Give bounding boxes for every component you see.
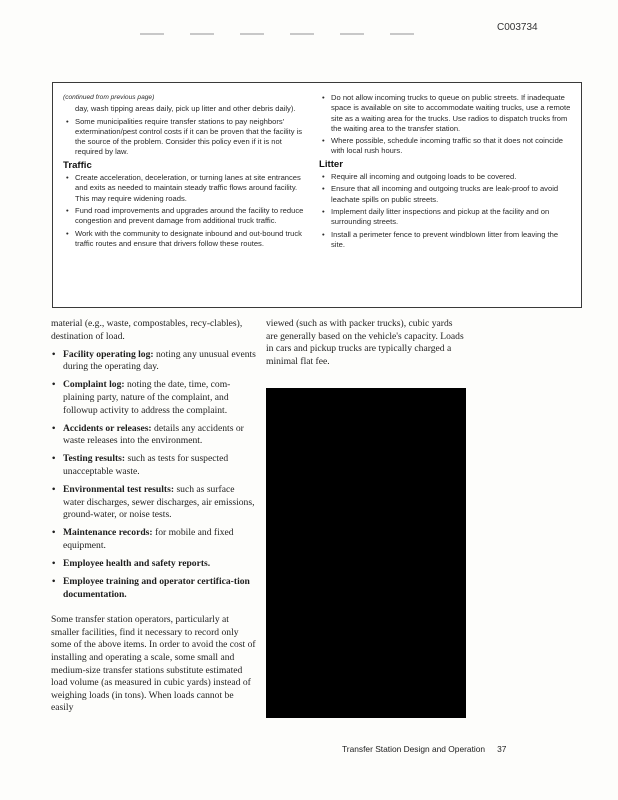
document-id: C003734 [497,22,538,33]
item-term: Employee training and operator certifica-tion documentation. [63,576,250,600]
body-paragraph: Some transfer station operators, particularly at smaller facilities, find it necessary to record only some of the above items. In order to avoid the cost of installing and operating a scale, some small and medium-size transfer stations substitute estimated load volume (as measured in cubic yards) instead of weighing loads (in tons). When loads cannot be easily [51,614,256,714]
list-item: • Do not allow incoming trucks to queue on public streets. If inadequate space is available on site to accommodate waiting trucks, use a remote site as a waiting area for the trucks. Use radios to dispatch trucks from the waiting area to the transfer station. [331,93,573,134]
item-text: noting the date, time, com-plaining party, nature of the complaint, and followup activity to address the complaint. [63,379,231,416]
right-text-column [266,318,466,368]
item-term: Testing results: [63,453,126,465]
list-item [63,379,257,417]
left-text-column [51,318,257,715]
item-term: Employee health and safety reports. [63,558,211,569]
item-term: Complaint log: [63,379,125,391]
list-item: • Require all incoming and outgoing loads to be covered. [331,172,573,182]
redaction-block [266,388,466,718]
litter-list [319,172,573,250]
box-right-column [319,93,573,252]
list-item: • Ensure that all incoming and outgoing trucks are leak-proof to avoid leachate spills on public streets. [331,184,573,205]
list-item [63,576,257,601]
list-item: • Install a perimeter fence to prevent windblown litter from leaving the site. [331,230,573,251]
page-number: 37 [497,744,507,754]
continued-label: (continued from previous page) [63,94,155,101]
litter-heading: Litter [319,158,343,170]
sidebar-box [52,82,582,308]
footer-title: Transfer Station Design and Operation [342,744,486,754]
list-item: • Fund road improvements and upgrades around the facility to reduce congestion and prevent damage from additional truck traffic. [75,206,311,227]
list-item: • Work with the community to designate inbound and out-bound truck traffic routes and ensure that drivers follow these routes. [75,229,311,250]
item-term: Accidents or releases: [63,422,152,434]
traffic-list [63,173,311,249]
item-text: such as surface water discharges, sewer discharges, air emissions, ground-water, or noise tests. [63,484,255,521]
list-item: • Implement daily litter inspections and pickup at the facility and on surrounding streets. [331,207,573,228]
page-footer [342,744,506,754]
list-item: day, wash tipping areas daily, pick up litter and other debris daily). [75,104,296,114]
records-list [51,318,257,601]
item-term: Maintenance records: [63,527,153,539]
body-paragraph: viewed (such as with packer trucks), cubic yards are generally based on the vehicle's capacity. Loads in cars and pickup trucks are typically charged a minimal flat fee. [266,318,464,367]
item-text: for mobile and fixed equipment. [63,527,234,551]
item-term: Facility operating log: [63,348,154,360]
list-item [63,558,257,571]
box-left-column [63,93,311,251]
list-item: • Where possible, schedule incoming traffic so that it does not coincide with local rush hours. [331,136,573,157]
traffic-heading: Traffic [63,159,92,171]
list-item-intro: material (e.g., waste, compostables, recy-clables), destination of load. [51,318,243,342]
faint-header-marks [140,33,440,35]
list-item [63,527,257,552]
item-term: Environmental test results: [63,484,175,496]
box-left-top-list [63,104,311,157]
item-text: noting any unusual events during the operating day. [63,348,256,373]
list-item [63,484,257,522]
box-right-top-list [319,93,573,157]
list-item [63,423,257,448]
list-item: • Some municipalities require transfer stations to pay neighbors' extermination/pest control costs if it can be proven that the facility is the source of the problem. Consider this policy even if it is not required by law. [75,117,311,158]
item-text: details any accidents or waste releases into the environment. [63,422,244,447]
list-item [63,453,257,478]
list-item: • Create acceleration, deceleration, or turning lanes at site entrances and exits as needed to maintain steady traffic flows around facility. This may require widening roads. [75,173,311,204]
list-item [63,349,257,374]
item-text: such as tests for suspected unacceptable waste. [63,453,229,477]
